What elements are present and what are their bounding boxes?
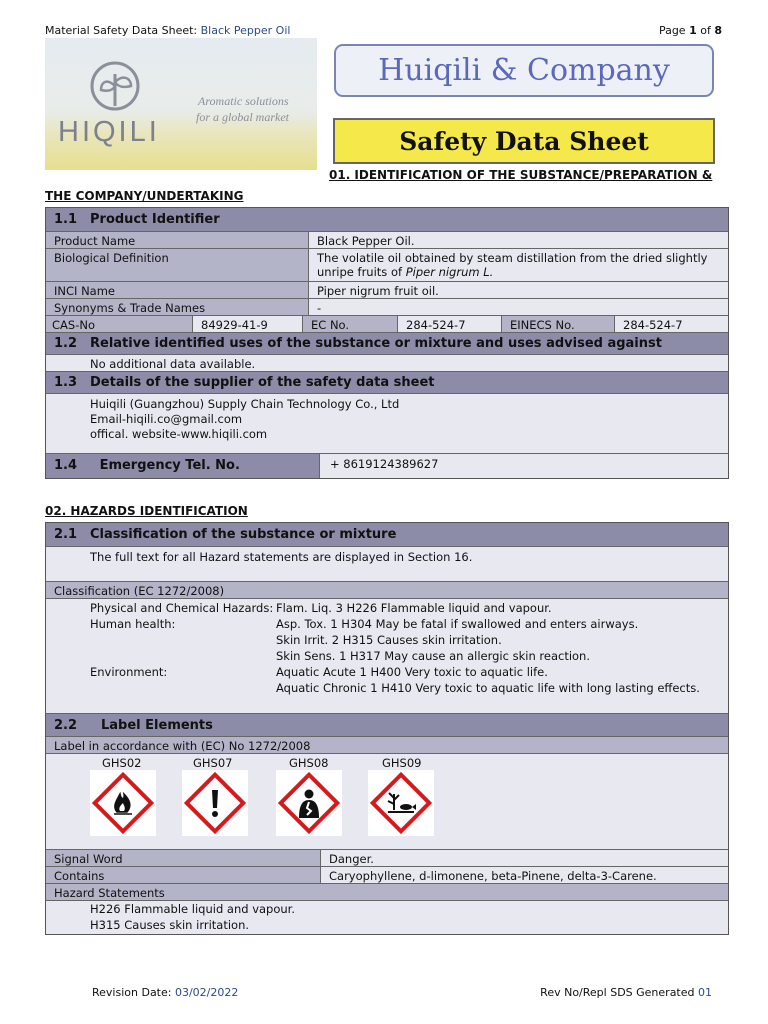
logo-tagline-1: Aromatic solutions xyxy=(198,94,289,108)
row-inci xyxy=(46,282,728,299)
health-2: Skin Irrit. 2 H315 Causes skin irritation. xyxy=(276,633,502,647)
row-classification xyxy=(46,582,728,599)
row-product-name xyxy=(46,232,728,249)
row-classification-details xyxy=(46,599,728,714)
inci-label: INCI Name xyxy=(46,282,309,298)
row-hazard-statements xyxy=(46,884,728,901)
s14-number: 1.4 xyxy=(54,458,78,473)
supplier-website: offical. website-www.hiqili.com xyxy=(90,427,268,441)
signal-word-value: Danger. xyxy=(321,850,728,866)
row-hazard-statements-list xyxy=(46,901,728,934)
cas-value: 84929-41-9 xyxy=(193,316,303,332)
s11-number: 1.1 xyxy=(54,212,78,227)
s21-text: The full text for all Hazard statements are displayed in Section 16. xyxy=(90,550,473,564)
phys-label: Physical and Chemical Hazards: xyxy=(90,601,274,615)
s12-title: Relative identified uses of the substance or mixture and uses advised against xyxy=(90,336,662,351)
flame-pictogram-icon xyxy=(90,770,156,836)
bio-def-label: Biological Definition xyxy=(46,249,309,281)
s13-number: 1.3 xyxy=(54,375,78,390)
product-name-label: Product Name xyxy=(46,232,309,248)
row-signal-word xyxy=(46,850,728,867)
s11-title: Product Identifier xyxy=(90,212,220,227)
row-2-1-text xyxy=(46,547,728,582)
bio-def-value: The volatile oil obtained by steam distillation from the dried slightly unripe fruits of Piper nigrum L. xyxy=(309,249,728,281)
logo-tagline-2: for a global market xyxy=(196,110,289,124)
env-1: Aquatic Acute 1 H400 Very toxic to aquatic life. xyxy=(276,665,548,679)
row-2-1 xyxy=(46,523,728,547)
ghs08-label: GHS08 xyxy=(289,756,329,770)
doc-title: Safety Data Sheet xyxy=(333,118,715,164)
classification-label: Classification (EC 1272/2008) xyxy=(54,584,225,598)
row-synonyms xyxy=(46,299,728,316)
einecs-value: 284-524-7 xyxy=(615,316,728,332)
section-2-heading: 02. HAZARDS IDENTIFICATION xyxy=(45,504,248,518)
ghs02-label: GHS02 xyxy=(102,756,142,770)
h315: H315 Causes skin irritation. xyxy=(90,918,250,932)
exclamation-pictogram-icon xyxy=(182,770,248,836)
s14-title: Emergency Tel. No. xyxy=(99,458,240,473)
row-supplier xyxy=(46,394,728,454)
health-label: Human health: xyxy=(90,617,176,631)
product-name-value: Black Pepper Oil. xyxy=(309,232,728,248)
signal-word-label: Signal Word xyxy=(46,850,321,866)
health-1: Asp. Tox. 1 H304 May be fatal if swallowed and enters airways. xyxy=(276,617,639,631)
page-number: Page 1 of 8 xyxy=(658,24,722,37)
logo-brand: HIQILI xyxy=(58,116,160,148)
s22-number: 2.2 xyxy=(54,718,78,733)
supplier-email: Email-hiqili.co@gmail.com xyxy=(90,412,243,426)
row-bio-def xyxy=(46,249,728,282)
rev-number: 01 xyxy=(698,986,712,999)
contains-label: Contains xyxy=(46,867,321,883)
s21-number: 2.1 xyxy=(54,527,78,542)
row-1-3 xyxy=(46,372,728,394)
s21-title: Classification of the substance or mixture xyxy=(90,527,397,542)
ghs07-label: GHS07 xyxy=(193,756,233,770)
ghs09-label: GHS09 xyxy=(382,756,422,770)
hazard-statements-label: Hazard Statements xyxy=(54,886,165,900)
emergency-phone: + 8619124389627 xyxy=(320,454,728,478)
ec-value: 284-524-7 xyxy=(398,316,502,332)
inci-value: Piper nigrum fruit oil. xyxy=(309,282,728,298)
ec-label: EC No. xyxy=(303,316,398,332)
synonyms-label: Synonyms & Trade Names xyxy=(46,299,309,315)
health-3: Skin Sens. 1 H317 May cause an allergic skin reaction. xyxy=(276,649,590,663)
row-pictograms xyxy=(46,754,728,850)
company-logo xyxy=(45,38,317,170)
row-cas xyxy=(46,316,728,333)
synonyms-value: - xyxy=(309,299,728,315)
s12-text: No additional data available. xyxy=(90,357,256,371)
row-1-4 xyxy=(46,454,728,478)
row-2-2 xyxy=(46,714,728,737)
supplier-name: Huiqili (Guangzhou) Supply Chain Technology Co., Ltd xyxy=(90,397,400,411)
identification-table xyxy=(45,207,729,479)
footer-revision: Revision Date: 03/02/2022 xyxy=(92,986,239,999)
s22-title: Label Elements xyxy=(101,718,213,733)
row-1-2-text xyxy=(46,355,728,372)
row-1-1 xyxy=(46,208,728,232)
environment-pictogram-icon xyxy=(368,770,434,836)
s12-number: 1.2 xyxy=(54,336,78,351)
einecs-label: EINECS No. xyxy=(502,316,615,332)
health-hazard-pictogram-icon xyxy=(276,770,342,836)
label-acc: Label in accordance with (EC) No 1272/2008 xyxy=(54,739,311,753)
s13-title: Details of the supplier of the safety data sheet xyxy=(90,375,435,390)
row-contains xyxy=(46,867,728,884)
footer-rev-no: Rev No/Repl SDS Generated 01 xyxy=(540,986,712,999)
h226: H226 Flammable liquid and vapour. xyxy=(90,902,296,916)
cas-label: CAS-No xyxy=(46,316,193,332)
env-label: Environment: xyxy=(90,665,168,679)
row-label-acc xyxy=(46,737,728,754)
header-label: Material Safety Data Sheet: xyxy=(45,24,198,37)
row-1-2 xyxy=(46,333,728,355)
phys-1: Flam. Liq. 3 H226 Flammable liquid and vapour. xyxy=(276,601,552,615)
hazards-table xyxy=(45,522,729,935)
revision-date: 03/02/2022 xyxy=(174,986,239,999)
contains-value: Caryophyllene, d-limonene, beta-Pinene, delta-3-Carene. xyxy=(321,867,728,883)
leaf-logo-icon xyxy=(85,56,145,116)
section-1-heading-part2: THE COMPANY/UNDERTAKING xyxy=(45,189,244,203)
env-2: Aquatic Chronic 1 H410 Very toxic to aquatic life with long lasting effects. xyxy=(276,681,700,695)
section-1-heading-part1: 01. IDENTIFICATION OF THE SUBSTANCE/PREPARATION & xyxy=(329,168,713,182)
page-header xyxy=(45,24,290,37)
company-name: Huiqili & Company xyxy=(334,44,714,97)
header-product: Black Pepper Oil xyxy=(200,24,291,37)
